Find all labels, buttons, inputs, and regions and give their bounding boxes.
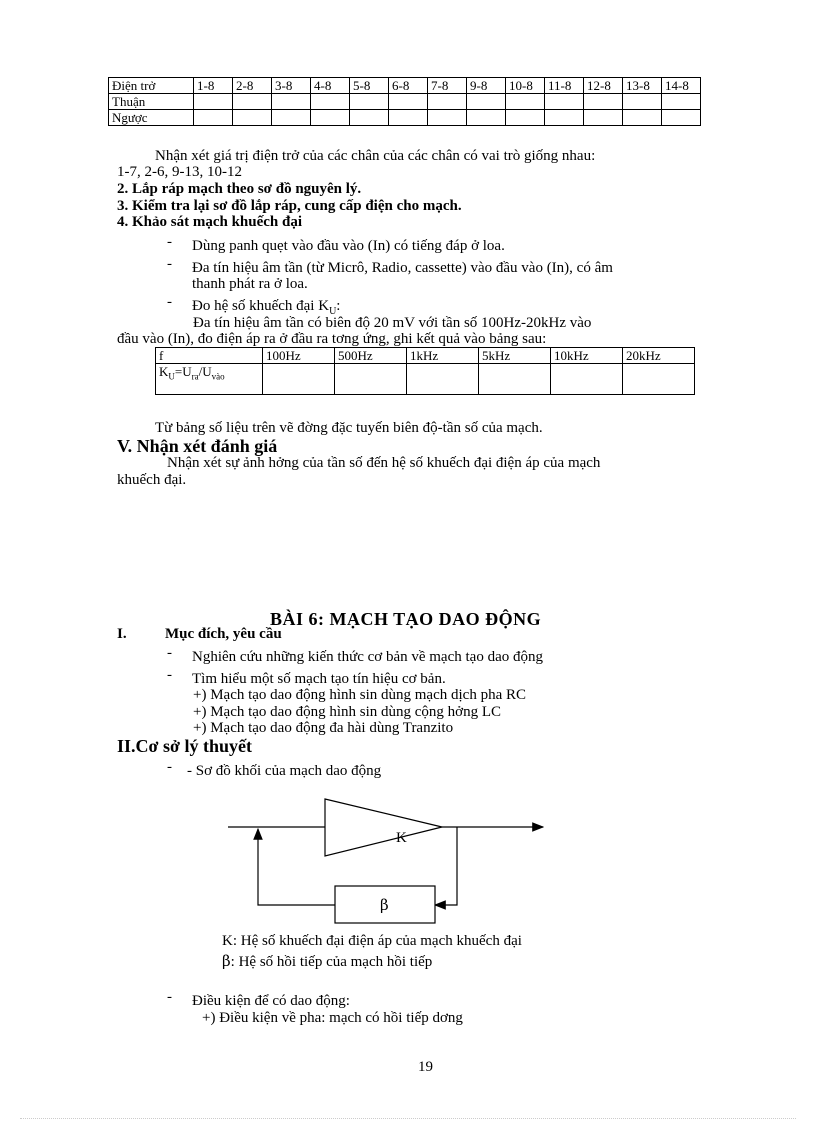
lesson-sub-2: +) Mạch tạo dao động hình sin dùng cộng hởng LC bbox=[193, 704, 502, 720]
bullet-dash: - bbox=[167, 256, 172, 272]
section-1-number: I. bbox=[117, 626, 127, 642]
table-header-cell: 7-8 bbox=[428, 78, 467, 94]
table-header-cell: 20kHz bbox=[623, 348, 695, 364]
legend-beta bbox=[222, 953, 432, 970]
after-table-text: Từ bảng số liệu trên vẽ đờng đặc tuyến biên độ-tần số của mạch. bbox=[155, 420, 543, 436]
survey-bullet-2b: thanh phát ra ở loa. bbox=[192, 276, 308, 292]
condition-sub: +) Điều kiện về pha: mạch có hồi tiếp dơng bbox=[202, 1010, 463, 1026]
bullet-dash: - bbox=[167, 759, 172, 775]
section-5-line-1: Nhận xét sự ảnh hởng của tần số đến hệ số khuếch đại điện áp của mạch bbox=[167, 455, 601, 471]
step-4: 4. Khảo sát mạch khuếch đại bbox=[117, 214, 303, 230]
label-sub-u: U bbox=[168, 371, 175, 382]
bullet-dash: - bbox=[167, 645, 172, 661]
table-header-row bbox=[109, 78, 701, 94]
bullet-dash: - bbox=[167, 234, 172, 250]
amplifier-label-k: K bbox=[396, 830, 407, 846]
ku-subscript: U bbox=[329, 306, 337, 317]
table-header-cell: 1kHz bbox=[407, 348, 479, 364]
table-header-cell: Điện trở bbox=[109, 78, 194, 94]
section-5-title: V. Nhận xét đánh giá bbox=[117, 436, 278, 456]
beta-symbol: β bbox=[222, 952, 231, 970]
row-label: Thuận bbox=[109, 94, 194, 110]
legend-beta-text: : Hệ số hồi tiếp của mạch hồi tiếp bbox=[230, 954, 433, 970]
row-label: Ngược bbox=[109, 110, 194, 126]
table-header-cell: 3-8 bbox=[272, 78, 311, 94]
survey-para-1: Đa tín hiệu âm tần có biên độ 20 mV với tần số 100Hz-20kHz vào bbox=[193, 315, 592, 331]
page-number: 19 bbox=[418, 1059, 433, 1075]
table-header-cell: 14-8 bbox=[662, 78, 701, 94]
bottom-divider bbox=[20, 1118, 796, 1119]
table-header-cell: 4-8 bbox=[311, 78, 350, 94]
lesson-bullet-2: Tìm hiểu một số mạch tạo tín hiệu cơ bản. bbox=[192, 671, 446, 687]
table-header-cell: 12-8 bbox=[584, 78, 623, 94]
section-1-title: Mục đích, yêu cầu bbox=[165, 626, 282, 642]
table-row bbox=[109, 94, 701, 110]
remark-line-1: Nhận xét giá trị điện trở của các chân của các chân có vai trò giống nhau: bbox=[155, 148, 596, 164]
lesson-sub-3: +) Mạch tạo dao động đa hài dùng Tranzito bbox=[193, 720, 454, 736]
survey-bullet-3-end: : bbox=[336, 298, 341, 314]
table-header-cell: 6-8 bbox=[389, 78, 428, 94]
section-5-line-2: khuếch đại. bbox=[117, 472, 187, 488]
table-header-cell: 13-8 bbox=[623, 78, 662, 94]
bullet-dash: - bbox=[167, 667, 172, 683]
table-header-cell: 10kHz bbox=[551, 348, 623, 364]
table-header-cell: 11-8 bbox=[545, 78, 584, 94]
table-header-cell: 9-8 bbox=[467, 78, 506, 94]
lesson-bullet-1: Nghiên cứu những kiến thức cơ bản về mạch tạo dao động bbox=[192, 649, 543, 665]
label-slash: /U bbox=[198, 364, 212, 379]
legend-k: K: Hệ số khuếch đại điện áp của mạch khuếch đại bbox=[222, 933, 522, 949]
table-header-cell: 5-8 bbox=[350, 78, 389, 94]
section-2-bullet: - Sơ đồ khối của mạch dao động bbox=[187, 763, 382, 779]
table-header-row bbox=[156, 348, 695, 364]
feedback-label-beta: β bbox=[380, 896, 389, 914]
table-header-cell: f bbox=[156, 348, 263, 364]
table-row bbox=[156, 364, 695, 395]
resistance-table bbox=[108, 77, 701, 126]
bullet-dash: - bbox=[167, 294, 172, 310]
feedback-line-right bbox=[435, 827, 457, 905]
row-label bbox=[156, 364, 263, 395]
label-sub-vao: vào bbox=[211, 371, 225, 382]
amplifier-triangle bbox=[325, 799, 442, 856]
table-header-cell: 10-8 bbox=[506, 78, 545, 94]
gain-table bbox=[155, 347, 695, 395]
table-header-cell: 100Hz bbox=[263, 348, 335, 364]
label-sub-ra: ra bbox=[191, 371, 199, 382]
survey-bullet-3-text: Đo hệ số khuếch đại K bbox=[192, 298, 330, 314]
remark-line-2: 1-7, 2-6, 9-13, 10-12 bbox=[117, 164, 242, 180]
table-row bbox=[109, 110, 701, 126]
survey-bullet-1: Dùng panh quẹt vào đầu vào (In) có tiếng đáp ở loa. bbox=[192, 238, 505, 254]
survey-para-2: đầu vào (In), đo điện áp ra ở đầu ra tơng ứng, ghi kết quả vào bảng sau: bbox=[117, 331, 547, 347]
feedback-line-left bbox=[258, 829, 335, 905]
table-header-cell: 5kHz bbox=[479, 348, 551, 364]
bullet-dash: - bbox=[167, 989, 172, 1005]
label-eq: =U bbox=[174, 364, 192, 379]
lesson-title: BÀI 6: MẠCH TẠO DAO ĐỘNG bbox=[270, 609, 542, 629]
table-header-cell: 2-8 bbox=[233, 78, 272, 94]
table-header-cell: 1-8 bbox=[194, 78, 233, 94]
label-k: K bbox=[159, 364, 169, 379]
condition-text: Điều kiện để có dao động: bbox=[192, 993, 350, 1009]
survey-bullet-2a: Đa tín hiệu âm tần (từ Micrô, Radio, cassette) vào đầu vào (In), có âm bbox=[192, 260, 613, 276]
table-header-cell: 500Hz bbox=[335, 348, 407, 364]
section-2-title: II.Cơ sở lý thuyết bbox=[117, 736, 252, 756]
lesson-sub-1: +) Mạch tạo dao động hình sin dùng mạch dịch pha RC bbox=[193, 687, 526, 703]
step-2: 2. Lắp ráp mạch theo sơ đồ nguyên lý. bbox=[117, 181, 362, 197]
step-3: 3. Kiểm tra lại sơ đồ lắp ráp, cung cấp điện cho mạch. bbox=[117, 198, 462, 214]
oscillator-block-diagram bbox=[220, 790, 560, 930]
